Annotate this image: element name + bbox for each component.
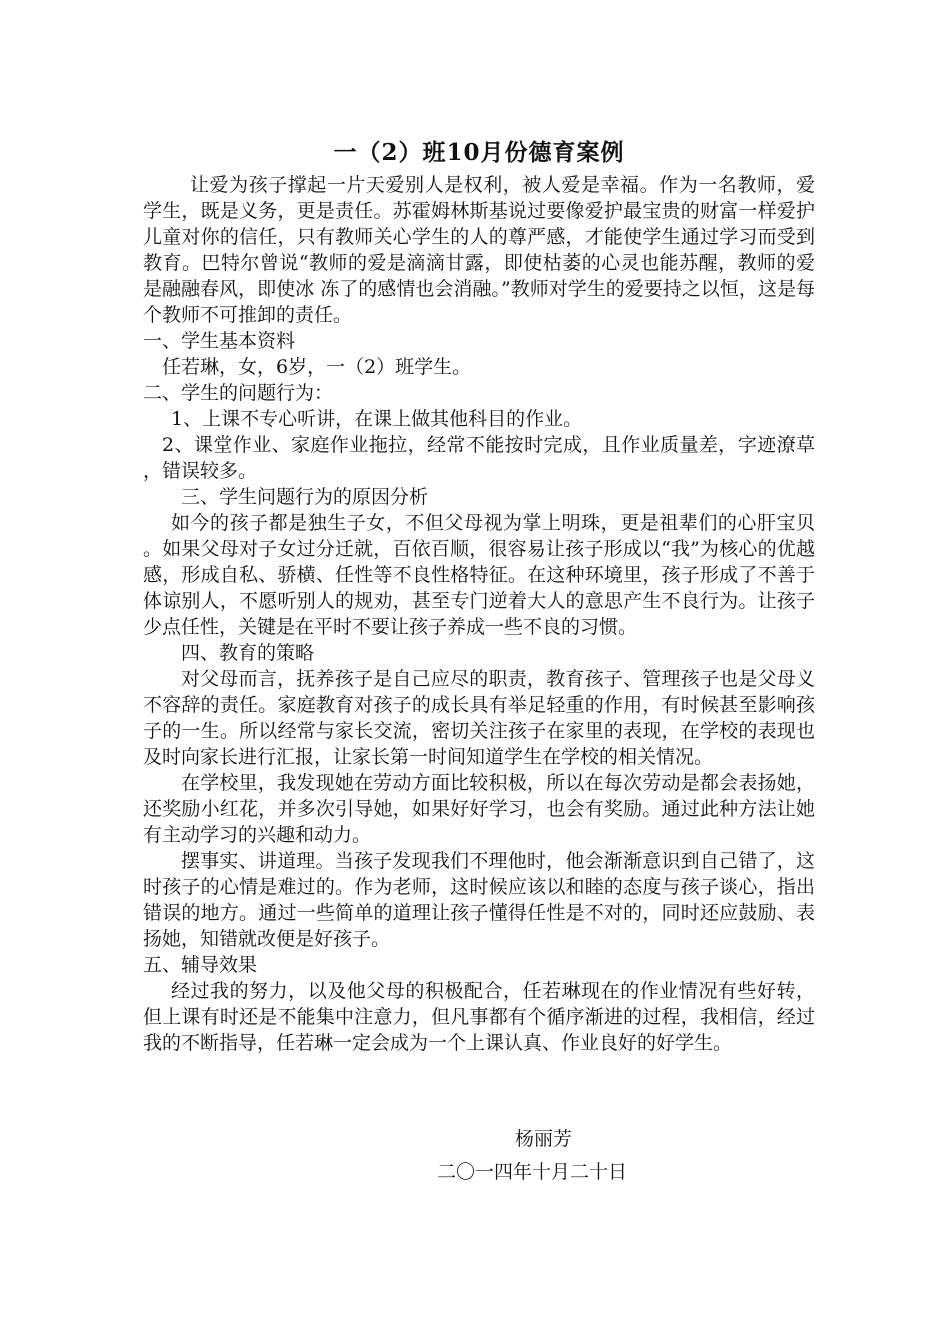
section-4-heading: 四、教育的策略 (181, 642, 315, 664)
section-1-heading: 一、学生基本资料 (143, 330, 296, 352)
section-2-item-1: 1、上课不专心听讲，在课上做其他科目的作业。 (171, 408, 583, 430)
section-3-heading: 三、学生问题行为的原因分析 (181, 486, 429, 508)
section-4-paragraph-1: 对父母而言，抚养孩子是自己应尽的职责，教育孩子、管理孩子也是父母义不容辞的责任。家庭教育对孩子的成长具有举足轻重的作用，有时候甚至影响孩子的一生。所以经常与家长交流，密切关注孩子在家里的表现，在学校的表现也及时向家长进行汇报，让家长第一时间知道学生在学校的相关情况。 (143, 668, 815, 768)
section-5-text: 经过我的努力，以及他父母的积极配合，任若琳现在的作业情况有些好转，但上课有时还是不能集中注意力，但凡事都有个循序渐进的过程，我相信，经过我的不断指导，任若琳一定会成为一个上课认真、作业良好的好学生。 (143, 980, 815, 1054)
intro-paragraph: 让爱为孩子撑起一片天爱别人是权利，被人爱是幸福。作为一名教师，爱学生，既是义务，更是责任。苏霍姆林斯基说过要像爱护最宝贵的财富一样爱护儿童对你的信任，只有教师关心学生的人的尊严感，才能使学生通过学习而受到教育。巴特尔曾说“教师的爱是滴滴甘露，即使枯萎的心灵也能苏醒，教师的爱是融融春风，即使冰 冻了的感情也会消融。”教师对学生的爱要持之以恒，这是每个教师不可推卸的责任。 (143, 174, 815, 326)
section-3-text: 如今的孩子都是独生子女，不但父母视为掌上明珠，更是祖辈们的心肝宝贝。如果父母对子女过分迁就，百依百顺，很容易让孩子形成以“我”为核心的优越感，形成自私、骄横、任性等不良性格特征。在这种环境里，孩子形成了不善于体谅别人，不愿听别人的规劝，甚至专门逆着大人的意思产生不良行为。让孩子少点任性，关键是在平时不要让孩子养成一些不良的习惯。 (143, 512, 815, 638)
section-2-heading: 二、学生的问题行为： (143, 382, 334, 404)
document-body (143, 172, 815, 1056)
section-5-heading: 五、辅导效果 (143, 954, 258, 976)
document-title: 一（2）班10月份德育案例 (333, 139, 625, 166)
section-1-text: 任若琳，女，6岁，一（2）班学生。 (162, 356, 472, 378)
section-2-item-2: 2、课堂作业、家庭作业拖拉，经常不能按时完成，且作业质量差，字迹潦草，错误较多。 (143, 434, 815, 482)
section-4-paragraph-3: 摆事实、讲道理。当孩子发现我们不理他时，他会渐渐意识到自己错了，这时孩子的心情是难过的。作为老师，这时候应该以和睦的态度与孩子谈心，指出错误的地方。通过一些简单的道理让孩子懂得任性是不对的，同时还应鼓励、表扬她，知错就改便是好孩子。 (143, 850, 815, 950)
document-date: 二〇一四年十月二十日 (437, 1161, 628, 1183)
section-4-paragraph-2: 在学校里，我发现她在劳动方面比较积极，所以在每次劳动是都会表扬她，还奖励小红花，并多次引导她，如果好好学习，也会有奖励。通过此种方法让她有主动学习的兴趣和动力。 (143, 772, 815, 846)
author-signature: 杨丽芳 (515, 1128, 573, 1150)
